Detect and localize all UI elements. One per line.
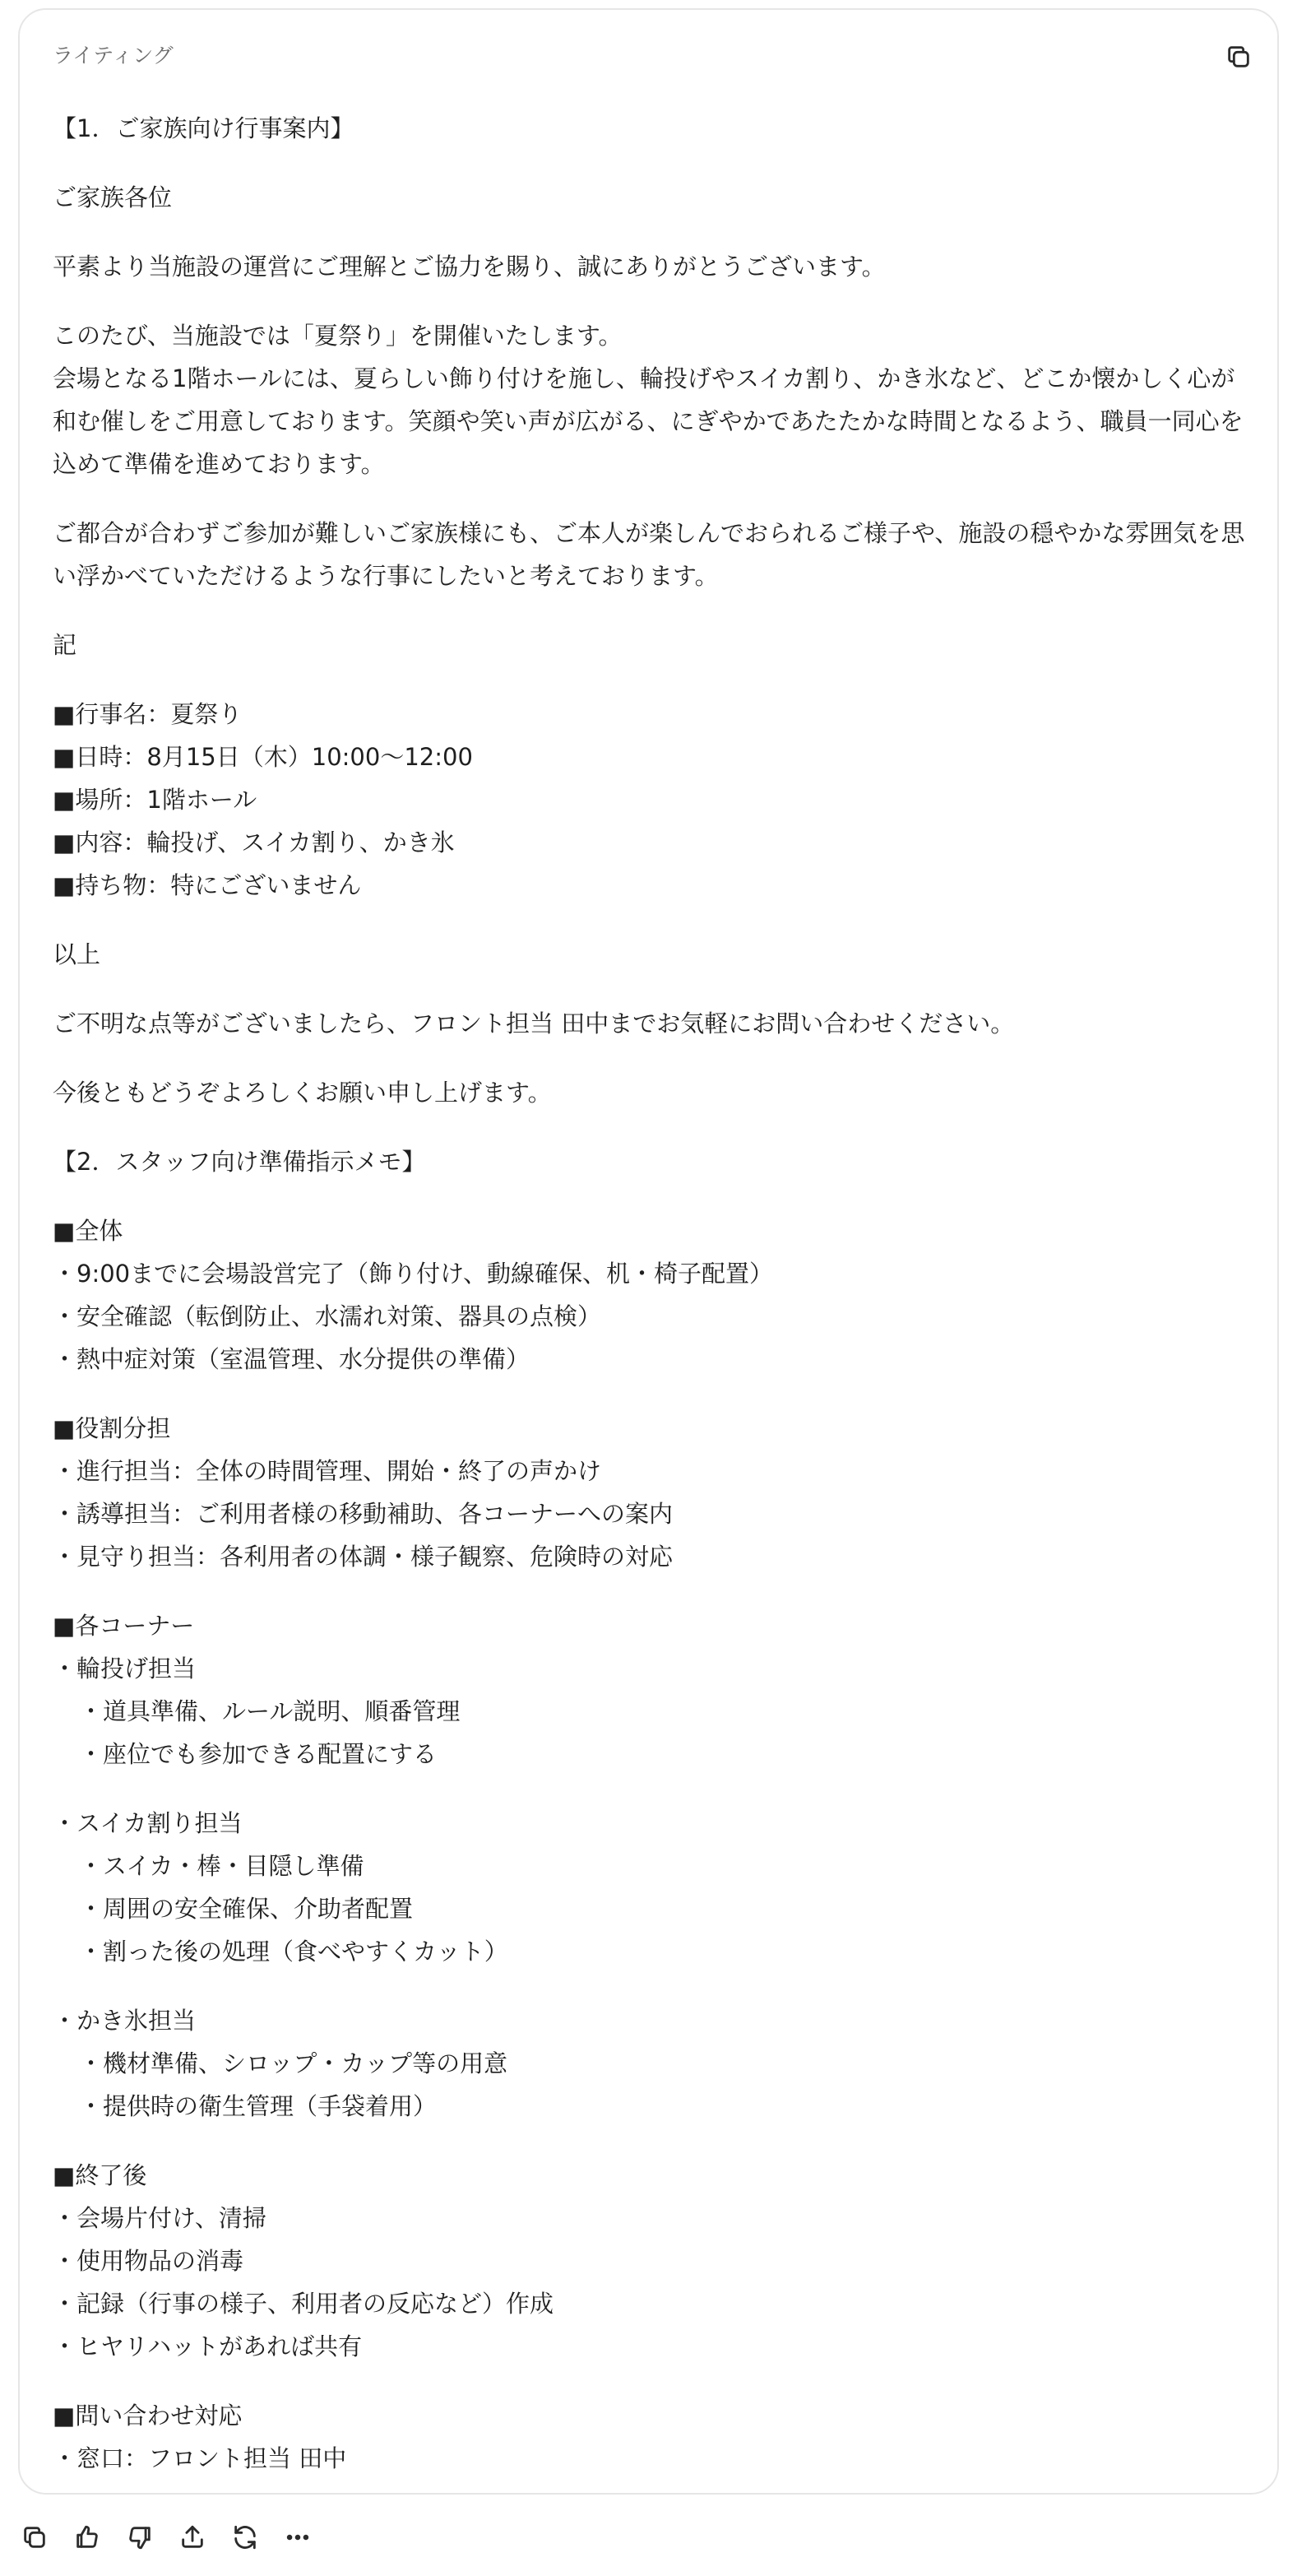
share-button[interactable] xyxy=(174,2519,211,2555)
memo-item: ・9:00までに会場設営完了（飾り付け、動線確保、机・椅子配置） xyxy=(53,1260,773,1288)
detail-item: ■行事名：夏祭り xyxy=(53,700,243,728)
more-icon xyxy=(284,2523,312,2551)
memo-item: ・安全確認（転倒防止、水濡れ対策、器具の点検） xyxy=(53,1302,602,1330)
response-actions xyxy=(16,2519,316,2555)
heading-staff-memo: 【2．スタッフ向け準備指示メモ】 xyxy=(53,1148,426,1176)
heading-family-notice: 【1．ご家族向け行事案内】 xyxy=(53,114,354,142)
copy-response-button[interactable] xyxy=(16,2519,53,2555)
memo-section-title: ■終了後 xyxy=(53,2161,147,2189)
memo-item: ・誘導担当：ご利用者様の移動補助、各コーナーへの案内 xyxy=(53,1500,674,1528)
memo-subitem: ・機材準備、シロップ・カップ等の用意 xyxy=(79,2049,508,2077)
detail-item: ■持ち物：特にございません xyxy=(53,871,362,899)
memo-corner-ringtoss xyxy=(53,1604,1253,1775)
response-card xyxy=(18,8,1279,2495)
card-label: ライティング xyxy=(53,44,174,67)
salutation: ご家族各位 xyxy=(53,183,173,211)
memo-corner-label: ・スイカ割り担当 xyxy=(53,1809,243,1837)
memo-subitem: ・提供時の衛生管理（手袋着用） xyxy=(79,2092,438,2120)
detail-item: ■場所：1階ホール xyxy=(53,786,257,814)
memo-overall xyxy=(53,1209,1253,1381)
memo-item: ・使用物品の消毒 xyxy=(53,2247,244,2275)
memo-inquiry xyxy=(53,2394,1253,2480)
memo-section-title: ■各コーナー xyxy=(53,1612,195,1640)
memo-subitem: ・スイカ・棒・目隠し準備 xyxy=(79,1852,364,1880)
regenerate-button[interactable] xyxy=(227,2519,263,2555)
memo-corner-watermelon xyxy=(53,1802,1253,1973)
memo-item: ・窓口：フロント担当 田中 xyxy=(53,2444,347,2472)
share-icon xyxy=(178,2523,206,2551)
memo-section-title: ■役割分担 xyxy=(53,1414,171,1442)
regenerate-icon xyxy=(231,2523,259,2551)
memo-after xyxy=(53,2154,1253,2368)
memo-subitem: ・道具準備、ルール説明、順番管理 xyxy=(79,1697,461,1725)
memo-corner-shavedice xyxy=(53,1999,1253,2128)
detail-item: ■日時：8月15日（木）10:00～12:00 xyxy=(53,743,473,771)
intro-line: 会場となる1階ホールには、夏らしい飾り付けを施し、輪投げやスイカ割り、かき氷など、どこか懐かしく心が和む催しをご用意しております。笑顔や笑い声が広がる、にぎやかであたたかな時間となるよう、職員一同心を込めて準備を進めております。 xyxy=(53,364,1244,478)
detail-item: ■内容：輪投げ、スイカ割り、かき氷 xyxy=(53,828,455,856)
memo-corner-label: ・輪投げ担当 xyxy=(53,1655,197,1683)
event-details xyxy=(53,693,1253,907)
memo-item: ・記録（行事の様子、利用者の反応など）作成 xyxy=(53,2290,554,2318)
memo-corner-label: ・かき氷担当 xyxy=(53,2007,197,2035)
memo-subitem: ・周囲の安全確保、介助者配置 xyxy=(79,1895,414,1923)
memo-section-title: ■問い合わせ対応 xyxy=(53,2402,243,2430)
memo-subitem: ・割った後の処理（食べやすくカット） xyxy=(79,1938,508,1966)
ki-marker: 記 xyxy=(53,631,77,659)
memo-item: ・ヒヤリハットがあれば共有 xyxy=(53,2332,363,2360)
copy-icon xyxy=(1225,43,1253,71)
ijo-marker: 以上 xyxy=(53,940,101,968)
response-content xyxy=(53,107,1253,2480)
memo-subitem: ・座位でも参加できる配置にする xyxy=(79,1740,438,1768)
note-paragraph: ご都合が合わずご参加が難しいご家族様にも、ご本人が楽しんでおられるご様子や、施設の穏やかな雰囲気を思い浮かべていただけるような行事にしたいと考えております。 xyxy=(53,519,1245,590)
memo-section-title: ■全体 xyxy=(53,1217,123,1245)
copy-icon xyxy=(21,2523,49,2551)
memo-item: ・見守り担当：各利用者の体調・様子観察、危険時の対応 xyxy=(53,1543,674,1571)
memo-item: ・会場片付け、清掃 xyxy=(53,2204,266,2232)
thumbs-down-icon xyxy=(126,2523,154,2551)
closing-paragraph: 今後ともどうぞよろしくお願い申し上げます。 xyxy=(53,1079,552,1107)
more-button[interactable] xyxy=(280,2519,316,2555)
memo-item: ・熱中症対策（室温管理、水分提供の準備） xyxy=(53,1345,530,1373)
intro-paragraph xyxy=(53,314,1253,485)
copy-button[interactable] xyxy=(1221,39,1256,74)
intro-line: このたび、当施設では「夏祭り」を開催いたします。 xyxy=(53,322,623,350)
thumbs-up-icon xyxy=(73,2523,101,2551)
memo-roles xyxy=(53,1407,1253,1578)
greeting: 平素より当施設の運営にご理解とご協力を賜り、誠にありがとうございます。 xyxy=(53,253,886,281)
memo-item: ・進行担当：全体の時間管理、開始・終了の声かけ xyxy=(53,1457,602,1485)
contact-paragraph: ご不明な点等がございましたら、フロント担当 田中までお気軽にお問い合わせください。 xyxy=(53,1010,1015,1037)
thumbs-up-button[interactable] xyxy=(69,2519,105,2555)
thumbs-down-button[interactable] xyxy=(122,2519,158,2555)
